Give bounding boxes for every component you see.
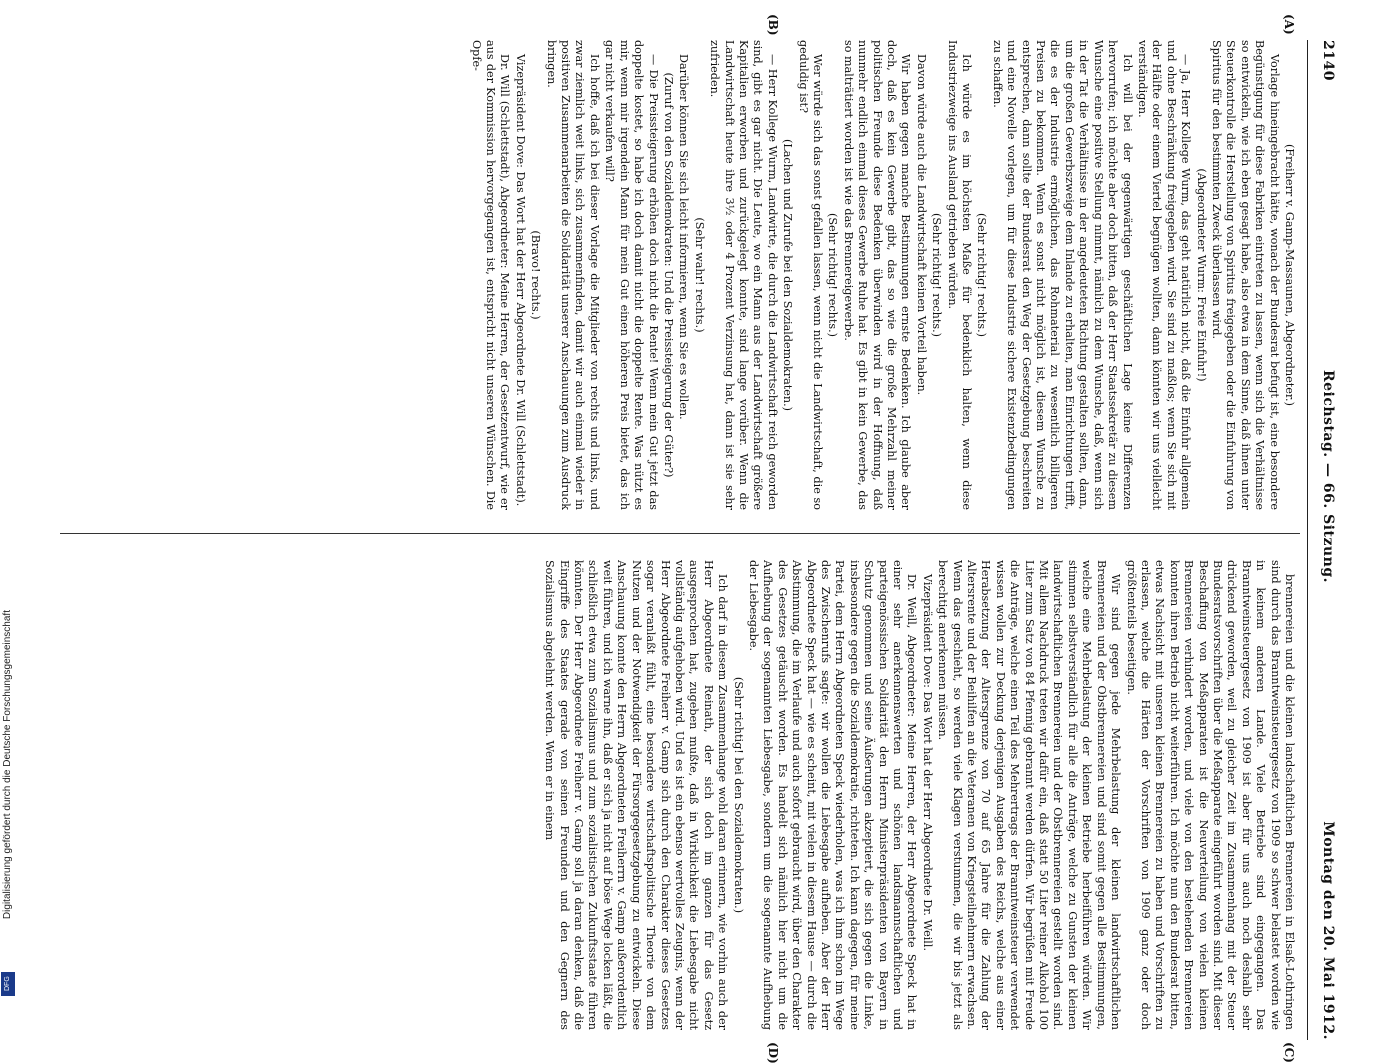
interjection: (Lachen und Zurufe bei den Sozialdemokraten.) bbox=[781, 138, 795, 412]
interjection: (Sehr richtig! rechts.) bbox=[975, 212, 989, 338]
paragraph: Davon würde auch die Landwirtschaft keinen Vorteil haben. bbox=[914, 54, 928, 396]
page-number: 2140 bbox=[1320, 40, 1336, 81]
paragraph: Wir haben gegen manche Bestimmungen ernste Bedenken. Ich glaube aber doch, daß es kein Gewerbe gibt, das so wie die große Mehrzahl meiner politischen Freunde diese Bedenken überwinden wird in der Hoffnung, daß nunmehr endlich einmal dieses Gewerbe Ruhe hat. Es gibt in kein Gewerbe, das so malträtiert worden ist wie das Brennereigewerbe. bbox=[841, 40, 913, 510]
digitization-note bbox=[0, 610, 16, 1000]
session-title: Reichstag. — 66. Sitzung. bbox=[1320, 370, 1336, 583]
left-column bbox=[66, 40, 1296, 510]
interjection: (Sehr richtig! rechts.) bbox=[930, 212, 944, 338]
paragraph: Wir sind gegen jede Mehrbelastung der kleinen landwirtschaftlichen Brennereien und der Obstbrennereien und sind somit gegen alle Bestimmungen, welche eine Mehrbelastung der kleinen Betriebe herbeiführen würden. Wir stimmen selbstverständlich für alle die Anträge, welche zu Gunsten der kleinen landwirtschaftlichen Brennereien und der Obstbrennereien gestellt worden sind. Mit allem Nachdruck treten wir dafür ein, daß statt 50 Liter reiner Alkohol 100 Liter zum Satz von 84 Pfennig gebrannt werden dürfen. Wir begrüßen mit Freude die Anträge, welche einen Teil des Mehrertrags der Branntweinsteuer verwendet wissen wollen zur Deckung derjenigen Ausgaben des Reichs, welche aus einer Herabsetzung der Altersgrenze von 70 auf 65 Jahre für die Zahlung der Altersrente und der Beihilfen an die Veteranen von Kriegsteilnehmern erwachsen. Wenn das geschieht, so werden viele Klagen verstummen, die wir bis jetzt als berechtigt anerkennen müssen. bbox=[936, 560, 1123, 1030]
document-page bbox=[50, 14, 1340, 1064]
interjection: (Zuruf von den Sozialdemokraten: Und die Preissteigerung der Güter?) bbox=[661, 72, 675, 478]
right-column bbox=[66, 560, 1296, 1030]
interjection: (Bravo! rechts.) bbox=[529, 230, 543, 320]
paragraph: Ich darf in diesem Zusammenhange wohl daran erinnern, wie vorhin auch der Herr Abgeordnete Reinath, der sich doch im ganzen für das Gesetz ausgesprochen hat, zugeben mußte, daß in Wirklichkeit die Liebesgabe nicht vollständig aufgehoben wird. Und es ist ein ebenso wertvolles Zeugnis, wenn der Herr Abgeordnete Freiherr v. Gamp sich durch den Charakter dieses Gesetzes sogar veranlaßt fühlt, eine besondere wirtschaftspolitische Theorie von dem Nutzen und der Notwendigkeit der Fürsorgegesetzgebung zu entwickeln. Diese Anschauung konnte den Herrn Abgeordneten Freiherrn v. Gamp außerordentlich weit führen, und ich warne ihn, daß er sich ja nicht auf böse Wege locken läßt, die schließlich etwa zum Sozialismus und zum sozialistischen Zukunftsstaate führen könnten. Der Herr Abgeordnete Freiherr v. Gamp soll ja daran denken, daß die Eingriffe des Staates gerade von seinen Freunden und den Gegnern des Sozialismus abgelehnt werden. Wenn er in einem bbox=[543, 560, 730, 1030]
paragraph: Vorlage hineingebracht hätte, wonach der Bundesrat befugt ist, eine besondere Begünstigung für diese Fabriken eintreten zu lassen, wenn sich die Verhältnisse so entwickeln, wie ich eben gesagt habe, also etwa in dem Sinne, daß ihnen unter Steuerkontrolle die Herstellung von Spiritus freigegeben oder die Einfuhrung von Spiritus für den bestimmten Zweck überlassen wird. bbox=[1209, 40, 1281, 510]
interjection: (Abgeordneter Wurm: Freie Einfuhr!) bbox=[1194, 168, 1208, 382]
funding-notice: Digitalisierung gefördert durch die Deutsche Forschungsgemeinschaft bbox=[2, 610, 13, 920]
session-date: Montag den 20. Mai 1912. bbox=[1320, 821, 1336, 1040]
paragraph: Vizepräsident Dove: Das Wort hat der Herr Abgeordnete Dr. Weill. bbox=[920, 574, 934, 952]
page-header bbox=[1310, 40, 1340, 1040]
column-divider bbox=[60, 533, 1300, 534]
paragraph: Wer würde sich das sonst gefallen lassen, wenn nicht die Landwirtschaft, die so geduldig ist? bbox=[796, 40, 824, 510]
interjection: (Sehr richtig! rechts.) bbox=[826, 212, 840, 338]
paragraph: brennereien und die kleinen landschaftlichen Brennereien in Elsaß-Lothringen sind durch das Branntweinsteuergesetz von 1909 so schwer belastet worden wie in keinem anderen Lande. Viele Betriebe sind eingegangen. Das Branntweinsteuergesetz von 1909 ist aber für uns auch noch deshalb sehr drückend geworden, weil zu gleicher Zeit im Zusammenhang mit der Steuer Bundesratsvorschriften über die Meßapparate eingeführt worden sind. Mit dieser Beschaffung von Meßapparaten ist die Neuverteilung von vielen kleinen Brennereien verhindert worden, und viele von den bestehenden Brennereien konnten ihren Betrieb nicht weiterführen. Ich möchte nun den Bundesrat bitten, etwas Nachsicht mit unseren kleinen Brennereien zu haben und Vorschriften zu erlassen, welche die Härten der Vorschriften von 1909 ganz oder doch größtenteils beseitigen. bbox=[1124, 560, 1296, 1030]
interjection: (Sehr wahr! rechts.) bbox=[692, 217, 706, 333]
paragraph: Ich hoffe, daß ich bei dieser Vorlage die Mitglieder von rechts und links, und zwar ziemlich weit links, sich zusammenfinden, damit wir auch einmal wieder in positiven Zusammenarbeiten die Solidarität unserer Anschauungen zum Ausdruck bringen. bbox=[544, 40, 601, 510]
interjection: (Sehr richtig! bei den Sozialdemokraten.) bbox=[731, 676, 745, 914]
paragraph: Ich will bei der gegenwärtigen geschäftlichen Lage keine Differenzen hervorrufen; ich möchte aber doch bitten, daß der Herr Staatssekretär zu diesem Wunsche eine positive Stellung nimmt, nämlich zu dem Wunsche, daß, wenn sich in der Tat die Verhältnisse in der angedeuteten Richtung gestalten sollten, dann, um die großen Gewerbszweige dem Inlande zu erhalten, man Einrichtungen trifft, die es der Industrie ermöglichen, das Rohmaterial zu wesentlich billigeren Preisen zu bekommen. Wenn es sonst nicht möglich ist, diesem Wunsche zu entsprechen, dann sollte der Bundesrat den Weg der Gesetzgebung beschreiten und eine Novelle vorlegen, um für diese Industrie sichere Existenzbedingungen zu schaffen. bbox=[990, 40, 1134, 510]
paragraph: Ich würde es im höchsten Maße für bedenklich halten, wenn diese Industriezweige ins Ausland getrieben würden. bbox=[945, 40, 974, 510]
margin-mark-d: (D) bbox=[766, 1042, 780, 1064]
paragraph: Dr. Weill, Abgeordneter: Meine Herren, der Herr Abgeordnete Speck hat in einer sehr anerkennenswerten und schönen landsmannschaftlichen und parteigenössischen Solidarität den Herrn Ministerpräsidenten von Bayern in Schutz genommen und seine Äußerungen akzeptiert, die sich gegen die Linke, insbesondere gegen die Sozialdemokratie, richteten. Ich kann dagegen, für meine Partei, dem Herrn Abgeordneten Speck wiederholen, was ich ihm schon im Wege des Zwischenrufs sagte: wir wollen die Liebesgabe aufheben. Aber der Herr Abgeordnete Speck hat — wie es scheint, mit vielen in diesem Hause — durch die Abstimmung, die im Verlaufe und auch sofort gebraucht wird, über den Charakter des Gesetzes getäuscht worden. Es handelt sich nämlich hier nicht um die Aufhebung der sogenannten Liebesgabe, sondern um die sogenannte Aufhebung der Liebesgabe. bbox=[746, 560, 919, 1030]
margin-mark-a: (A) bbox=[1282, 14, 1296, 35]
margin-mark-b: (B) bbox=[766, 14, 780, 36]
paragraph: — Herr Kollege Wurm, Landwirte, die durch die Landwirtschaft reich geworden sind, gibt es gar nicht. Die Leute, wo ein Mann aus der Landwirtschaft größere Kapitalien erworben und zurückgelegt konnte, sind lange vorüber. Wenn die Landwirtschaft heute ihre 3½ oder 4 Prozent Verzinsung hat, dann ist sie sehr zufrieden. bbox=[708, 40, 779, 510]
paragraph: Darüber können Sie sich leicht informieren, wenn Sie es wollen. bbox=[677, 54, 691, 420]
header-rule bbox=[1307, 40, 1308, 1040]
paragraph: Vizepräsident Dove: Das Wort hat der Herr Abgeordnete Dr. Will (Schlettstadt). bbox=[513, 54, 527, 507]
interjection: (Freiherr v. Gamp-Massaunen, Abgeordneter.) bbox=[1283, 144, 1296, 406]
paragraph: Dr. Will (Schlettstadt), Abgeordneter: Meine Herren, der Gesetzentwurf, wie er aus der Kommission hervorgegangen ist, entspricht nicht unseren Wünschen. Die Opfe- bbox=[469, 40, 512, 510]
paragraph: — Die Preissteigerung erhöhen doch nicht die Rente! Wenn mein Gut jetzt das doppelte kostet, so habe ich doch damit nicht die doppelte Rente. Was nützt es mir, wenn mir irgendein Mann für mein Gut einen höheren Preis bietet, das ich gar nicht verkaufen will? bbox=[603, 40, 660, 510]
paragraph: — Ja, Herr Kollege Wurm, das geht natürlich nicht, daß die Einfuhr allgemein und ohne Beschränkung freigegeben wird. Sie sind zu maßlos; wenn Sie sich mit der Hälfte oder einem Viertel begnügen wollten, dann könnten wir uns vielleicht verständigen. bbox=[1135, 40, 1193, 510]
margin-mark-c: (C) bbox=[1282, 1042, 1296, 1063]
dfg-logo: DFG bbox=[1, 972, 15, 996]
